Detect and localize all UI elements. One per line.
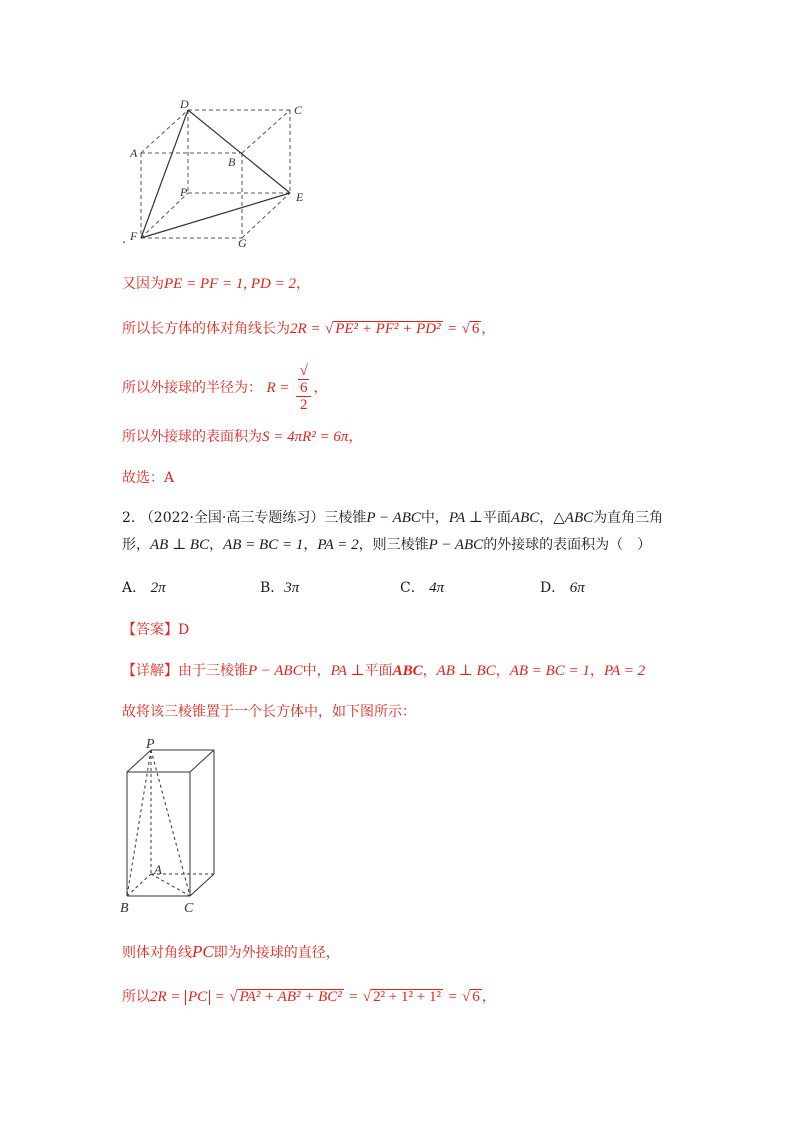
solution-line-4-math: S = 4πR² = 6π xyxy=(262,429,349,445)
option-c-value: 4π xyxy=(429,580,445,596)
tail-line-1-text: 则体对角线 xyxy=(122,945,192,961)
edge-FE xyxy=(141,193,290,238)
label-C2: C xyxy=(184,901,194,916)
tail-line-2-end: ， xyxy=(481,989,496,1005)
question-source: （2022·全国·高三专题练习） xyxy=(139,510,325,526)
detail-text-1: 由于三棱锥 xyxy=(178,663,248,679)
question-text-2: 中， xyxy=(420,510,449,526)
label-P2: P xyxy=(146,737,155,752)
detail-math-3: ABC xyxy=(392,663,423,679)
question-text-10: 的外接球的表面积为（ ） xyxy=(483,537,652,553)
question-text-4: ， xyxy=(539,510,554,526)
detail-text-5: ， xyxy=(495,663,510,679)
solution-line-3-lhs: R = xyxy=(266,380,290,396)
question-math-5: AB ⊥ BC xyxy=(150,537,210,553)
solution-line-2-text: 所以长方体的体对角线长为 xyxy=(122,321,290,337)
edge-AB xyxy=(127,874,151,896)
option-a-label: A． xyxy=(122,580,147,596)
tail-line-2-radicand-3: 6 xyxy=(472,989,480,1005)
solution-line-1-math: PE = PF = 1, PD = 2 xyxy=(164,276,297,292)
answer-line xyxy=(122,619,189,639)
label-E: E xyxy=(296,190,304,204)
label-F: F xyxy=(130,229,138,243)
detail-text-4: ， xyxy=(422,663,437,679)
tail-line-2-radical-2: √ 2² + 1² + 1² xyxy=(362,989,441,1005)
question-2-line-2 xyxy=(122,534,651,554)
question-text-6: 形， xyxy=(122,537,150,553)
option-b-label: B． xyxy=(260,580,285,596)
solution-line-1-text: 又因为 xyxy=(122,276,164,292)
solution-line-1 xyxy=(122,273,310,293)
label-B2: B xyxy=(120,901,129,916)
question-math-3: ABC xyxy=(510,510,540,526)
question-number: 2. xyxy=(122,510,136,526)
solution-choice: 故选：A xyxy=(122,470,175,486)
option-a-value: 2π xyxy=(150,580,166,596)
option-c[interactable] xyxy=(400,577,444,597)
detail-math-4: AB ⊥ BC xyxy=(436,663,496,679)
solution-line-3-fraction xyxy=(296,363,312,413)
label-D: D xyxy=(180,98,189,111)
tail-line-2 xyxy=(122,986,496,1006)
solution-line-3-end: ， xyxy=(313,380,328,396)
edge-top-right xyxy=(190,750,214,772)
solution-line-3-text: 所以外接球的半径为： xyxy=(122,380,262,396)
detail-line-2: 故将该三棱锥置于一个长方体中，如下图所示： xyxy=(122,704,416,720)
question-text-3: 平面 xyxy=(482,510,511,526)
edge-BC xyxy=(242,110,290,153)
detail-math-6: PA = 2 xyxy=(603,663,646,679)
option-b[interactable] xyxy=(260,577,299,597)
label-G: G xyxy=(238,236,247,248)
option-d[interactable] xyxy=(540,577,585,597)
label-B: B xyxy=(228,155,236,169)
question-text-1: 三棱锥 xyxy=(324,510,367,526)
option-c-label: C． xyxy=(400,580,425,596)
option-a[interactable] xyxy=(122,577,166,597)
question-math-7: PA = 2 xyxy=(317,537,359,553)
edge-AC xyxy=(151,874,190,896)
detail-math-2: PA ⊥ xyxy=(330,663,365,679)
solution-line-2 xyxy=(122,318,495,338)
option-d-label: D． xyxy=(540,580,566,596)
tail-line-2-eq3: = xyxy=(447,989,458,1005)
solution-line-2-end: ， xyxy=(481,321,496,337)
tail-line-1 xyxy=(122,942,340,962)
cuboid-figure-1 xyxy=(122,98,322,248)
label-C: C xyxy=(294,103,303,117)
solution-line-4-text: 所以外接球的表面积为 xyxy=(122,429,262,445)
option-d-value: 6π xyxy=(569,580,585,596)
solution-line-2-value-radicand: 6 xyxy=(471,321,480,337)
tail-line-2-eq1: = xyxy=(214,989,225,1005)
edge-top-left xyxy=(127,750,151,772)
edge-bottom-right xyxy=(190,874,214,896)
tail-line-2-radicand-2: 2² + 1² + 1² xyxy=(373,989,441,1005)
solution-line-2-radicand: PE² + PF² + PD² xyxy=(335,321,441,337)
solution-line-2-lhs: 2R = xyxy=(290,321,321,337)
fraction-denominator: 2 xyxy=(299,397,308,413)
solution-line-1-end: ， xyxy=(296,276,311,292)
fraction-numerator-radicand: 6 xyxy=(299,380,308,396)
question-text-9: ，则三棱锥 xyxy=(358,537,429,553)
figure-caption-dot: . xyxy=(122,232,126,246)
cuboid-figure-2 xyxy=(118,736,238,916)
label-P: P xyxy=(180,185,188,199)
solution-line-2-eq: = xyxy=(447,321,458,337)
option-b-value: 3π xyxy=(284,580,300,596)
detail-tag: 【详解】 xyxy=(122,663,178,679)
tail-line-2-eq2: = xyxy=(348,989,359,1005)
solution-line-3 xyxy=(122,363,327,413)
tail-line-2-radical-3: √ 6 xyxy=(462,989,480,1005)
answer-tag: 【答案】 xyxy=(122,622,178,638)
question-math-6: AB = BC = 1 xyxy=(223,537,304,553)
detail-line-1 xyxy=(122,660,645,680)
solution-line-4 xyxy=(122,426,362,446)
detail-text-3: 平面 xyxy=(364,663,393,679)
question-2-line-1 xyxy=(122,507,663,527)
tail-line-2-radical-1: √ PA² + AB² + BC² xyxy=(229,989,342,1005)
tail-line-1-math: PC xyxy=(192,942,214,961)
label-A: A xyxy=(130,146,138,160)
question-math-8: P − ABC xyxy=(428,537,484,553)
tail-line-2-lhs: 2R = xyxy=(150,989,181,1005)
question-text-5: 为直角三角 xyxy=(593,510,664,526)
question-math-2: PA ⊥ xyxy=(448,510,483,526)
question-text-7: ， xyxy=(209,537,224,553)
tail-line-2-abs: PC xyxy=(185,990,210,1005)
edge-DE xyxy=(188,110,290,193)
answer-value: D xyxy=(178,622,190,638)
detail-math-1: P − ABC xyxy=(248,663,303,679)
solution-line-2-value: √ 6 xyxy=(461,321,480,337)
question-math-4: △ABC xyxy=(553,510,594,526)
detail-math-5: AB = BC = 1 xyxy=(509,663,590,679)
edge-AD xyxy=(141,110,188,153)
question-math-1: P − ABC xyxy=(366,510,421,526)
fraction-numerator: √ 6 xyxy=(296,363,312,397)
tail-line-2-text: 所以 xyxy=(122,989,150,1005)
detail-text-6: ， xyxy=(589,663,604,679)
tail-line-2-radicand-1: PA² + AB² + BC² xyxy=(239,989,342,1005)
solution-line-4-end: ， xyxy=(348,429,363,445)
solution-line-2-radical: √ PE² + PF² + PD² xyxy=(325,321,441,337)
edge-DF xyxy=(141,110,188,238)
tail-line-1-text2: 即为外接球的直径， xyxy=(213,945,340,961)
detail-text-2: 中， xyxy=(302,663,331,679)
question-text-8: ， xyxy=(303,537,318,553)
label-A2: A xyxy=(154,862,162,877)
